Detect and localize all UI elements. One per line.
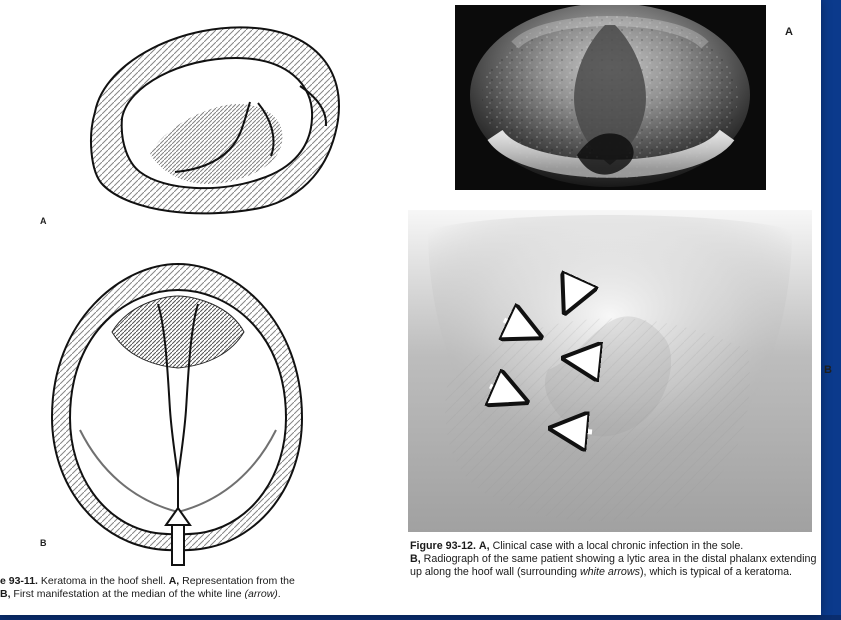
right-figure-label-a: A xyxy=(785,26,793,38)
left-illustrations xyxy=(0,0,390,615)
clinical-photo-graphic xyxy=(455,5,766,190)
left-figure-caption xyxy=(0,575,385,601)
right-figure-label-b: B xyxy=(824,364,832,376)
right-caption-text-1: Clinical case with a local chronic infection in the sole. xyxy=(492,540,744,552)
left-caption-b: B, xyxy=(0,588,11,600)
hoof-shell-a xyxy=(91,27,339,213)
right-caption-text-3: ), which is typical of a keratoma. xyxy=(639,566,793,578)
left-caption-text-2: Representation from the xyxy=(182,575,295,587)
left-figure-label-a: A xyxy=(40,216,47,226)
left-caption-end: . xyxy=(277,588,281,600)
right-caption-a: A, xyxy=(478,540,490,552)
right-caption-text-2: Radiograph of the same patient showing a lytic area in the distal phalanx extending up along the hoof wall (surrounding xyxy=(410,553,817,578)
left-caption-arrow: (arrow) xyxy=(244,588,278,600)
left-caption-fig-id: e 93-11. xyxy=(0,575,38,587)
left-figure-label-b: B xyxy=(40,538,47,548)
right-caption-white-arrows: white arrows xyxy=(579,566,640,578)
radiograph xyxy=(408,210,812,532)
clinical-photo xyxy=(455,5,766,190)
hoof-shell-b xyxy=(52,264,302,565)
radiograph-graphic xyxy=(408,210,812,532)
right-caption-fig-id: Figure 93-12. xyxy=(410,540,476,552)
left-caption-text-1: Keratoma in the hoof shell. xyxy=(40,575,166,587)
left-caption-text-3: First manifestation at the median of the white line xyxy=(13,588,242,600)
hoof-illustration-drawings xyxy=(0,0,390,615)
right-figure-caption xyxy=(410,540,820,579)
right-caption-b: B, xyxy=(410,553,421,565)
left-caption-a: A, xyxy=(168,575,180,587)
